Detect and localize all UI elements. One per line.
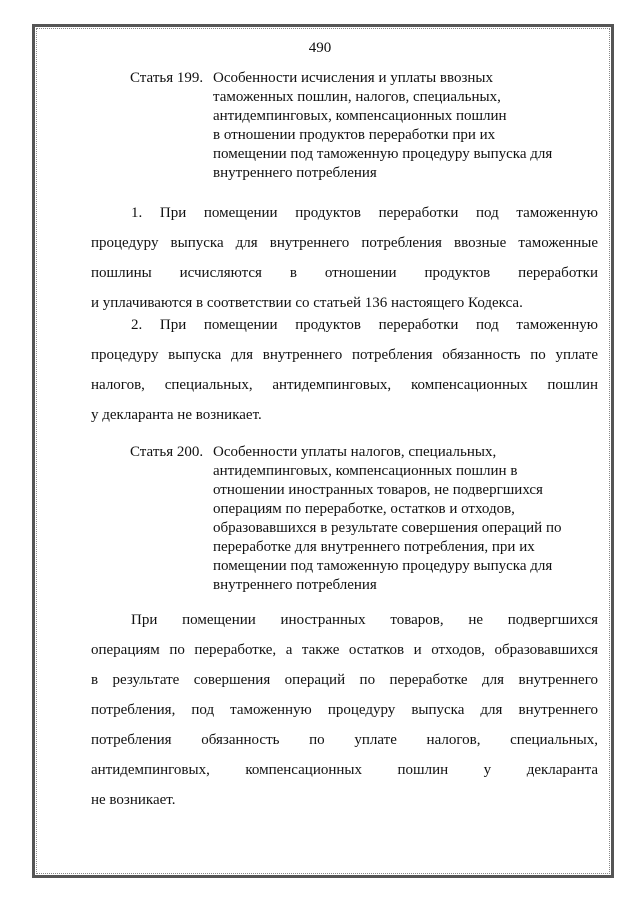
- paragraph-line: 1. При помещении продуктов переработки под таможенную: [131, 205, 598, 221]
- paragraph-line: При помещении иностранных товаров, не подвергшихся: [131, 612, 598, 628]
- article-199-heading: [130, 69, 600, 184]
- article-199-paragraph-1: [91, 198, 598, 318]
- paragraph-line: процедуру выпуска для внутреннего потребления обязанность по уплате: [91, 347, 598, 363]
- article-200-title-line: Особенности уплаты налогов, специальных,: [213, 444, 497, 460]
- article-200-title-line: образовавшихся в результате совершения операций по: [213, 520, 562, 536]
- article-199-title-line: Особенности исчисления и уплаты ввозных: [213, 70, 493, 86]
- article-199-title-line: внутреннего потребления: [213, 165, 377, 181]
- paragraph-line: процедуру выпуска для внутреннего потребления ввозные таможенные: [91, 235, 598, 251]
- paragraph-line: антидемпинговых, компенсационных пошлин у декларанта: [91, 762, 598, 778]
- article-199-title-line: антидемпинговых, компенсационных пошлин: [213, 108, 507, 124]
- paragraph-line: налогов, специальных, антидемпинговых, компенсационных пошлин: [91, 377, 598, 393]
- article-200-title-line: помещении под таможенную процедуру выпуска для: [213, 558, 553, 574]
- page-number: 490: [308, 40, 332, 56]
- paragraph-line: пошлины исчисляются в отношении продуктов переработки: [91, 265, 598, 281]
- paragraph-line: в результате совершения операций по переработке для внутреннего: [91, 672, 598, 688]
- paragraph-line: потребления, под таможенную процедуру выпуска для внутреннего: [91, 702, 598, 718]
- paragraph-line: 2. При помещении продуктов переработки под таможенную: [131, 317, 598, 333]
- paragraph-line: у декларанта не возникает.: [91, 407, 262, 423]
- article-199-title-line: в отношении продуктов переработки при их: [213, 127, 496, 143]
- article-199-paragraph-2: [91, 310, 598, 430]
- article-200-title-line: отношении иностранных товаров, не подвергшихся: [213, 482, 543, 498]
- article-200-title: [213, 443, 600, 595]
- article-199-label: Статья 199.: [130, 70, 204, 86]
- article-199-title: [213, 69, 600, 183]
- paragraph-line: потребления обязанность по уплате налогов, специальных,: [91, 732, 598, 748]
- article-200-label: Статья 200.: [130, 444, 204, 460]
- article-200-heading: [130, 443, 600, 598]
- article-200-title-line: операциям по переработке, остатков и отходов,: [213, 501, 515, 517]
- article-200-title-line: переработке для внутреннего потребления, при их: [213, 539, 535, 555]
- article-199-title-line: таможенных пошлин, налогов, специальных,: [213, 89, 501, 105]
- article-200-paragraph: [91, 605, 598, 815]
- article-200-title-line: антидемпинговых, компенсационных пошлин в: [213, 463, 518, 479]
- paragraph-line: не возникает.: [91, 792, 176, 808]
- paragraph-line: и уплачиваются в соответствии со статьей 136 настоящего Кодекса.: [91, 295, 523, 311]
- article-200-title-line: внутреннего потребления: [213, 577, 377, 593]
- paragraph-line: операциям по переработке, а также остатков и отходов, образовавшихся: [91, 642, 598, 658]
- article-199-title-line: помещении под таможенную процедуру выпуска для: [213, 146, 553, 162]
